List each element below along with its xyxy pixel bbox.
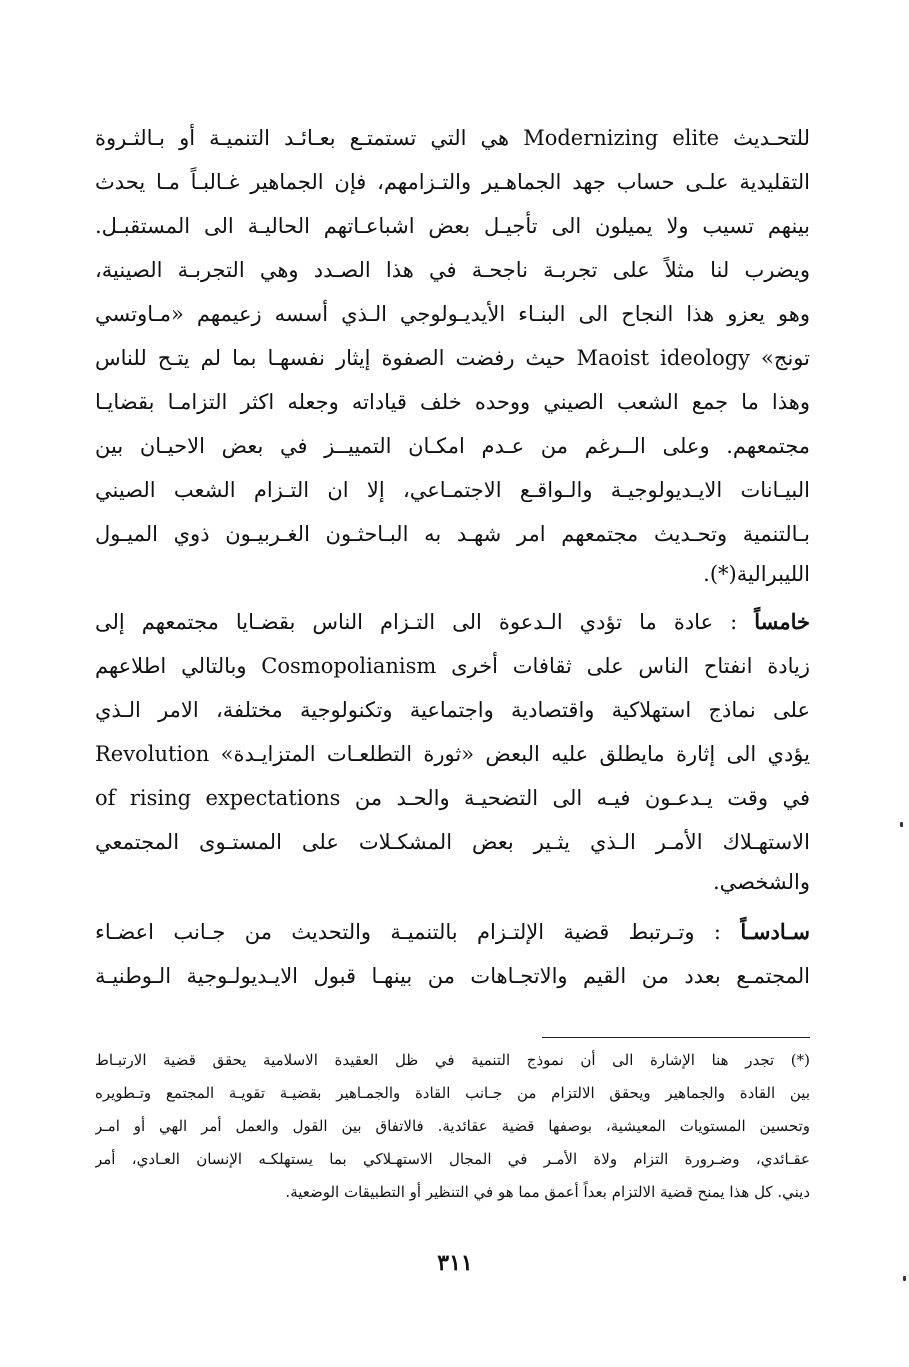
text-line: of rising expectations في وقت يـدعـون فيـه الى التضحيـة والحـد من [95, 786, 810, 810]
footnote-line: عقـائدي، وضـرورة التزام ولاة الأمـر في المجال الاستهـلاكي بما يستهلكـه الإنسان العـادي، أمر [95, 1150, 810, 1168]
text-line: الليبرالية(*). [703, 562, 810, 586]
text-span: : وتـرتبط قضية الإلتـزام بالتنميـة والتحديث من جـانب اعضـاء [95, 920, 721, 944]
footnote-separator [542, 1037, 810, 1038]
text-line: المجتمـع بعدد من القيم والاتجـاهات من بينهـا قبول الايـديولـوجية الـوطنيـة [95, 964, 810, 988]
paragraph-lead: خامساً [754, 609, 810, 634]
text-line: مجتمعهم. وعلى الــرغم من عـدم امكـان التمييــز في بعض الاحيـان بين [95, 434, 810, 458]
scan-speck [903, 1276, 906, 1281]
footnote-line: ديني. كل هذا يمنح قضية الالتزام بعداً أعمق مما هو في التنظير أو التطبيقات الوضعية. [285, 1183, 810, 1201]
text-line: بـالتنمية وتحـديث مجتمعهم امر شهـد به البـاحثـون الغـربيـون ذوي الميـول [95, 522, 810, 546]
footnote-line: وتحسين المستويات المعيشية، بوصفها قضية عقائدية. فالاتفاق بين القول والعمل أمر الهي أو امـر [95, 1117, 810, 1135]
text-line: زيادة انفتاح الناس على ثقافات أخرى Cosmopolianism وبالتالي اطلاعهم [95, 654, 810, 678]
footnote-line: (*) تجدر هنا الإشارة الى أن نموذج التنمية في ظل العقيدة الاسلامية يحقق قضية الارتبـاط [95, 1051, 810, 1069]
text-line [95, 912, 810, 952]
text-line: البيـانات الايـديولوجيـة والـواقـع الاجتمـاعي، إلا ان التـزام الشعب الصيني [95, 478, 810, 502]
text-line: التقليدية علـى حساب جهد الجماهـير والتـزامهم، فإن الجماهير غـالبـاً مـا يحدث [95, 170, 810, 194]
text-line: على نماذج استهلاكية واقتصادية واجتماعية وتكنولوجية مختلفة، الامر الـذي [95, 698, 810, 722]
text-line: بينهم تسيب ولا يميلون الى تأجيـل بعض اشباعـاتهم الحاليـة الى المستقبـل. [95, 214, 810, 238]
text-line: وهذا ما جمع الشعب الصيني ووحده خلف قياداته وجعله اكثر التزامـا بقضايـا [95, 390, 810, 414]
paragraph-lead: سـادسـاً [740, 919, 810, 944]
scan-speck [900, 822, 903, 827]
text-line: ويضرب لنا مثلاً على تجربـة ناجحـة في هذا الصـدد وهي التجربـة الصينية، [95, 258, 810, 282]
text-line: للتحـديث Modernizing elite هي التي تستمتـع بعـائـد التنميـة أو بـالثـروة [95, 126, 810, 150]
text-line: تونج» Maoist ideology حيث رفضت الصفوة إيثار نفسهـا بما لم يتـح للناس [95, 346, 810, 370]
page-number: ٣١١ [437, 1250, 473, 1276]
text-line: الاستهـلاك الأمـر الـذي يثـير بعض المشكـلات على المستـوى المجتمعي [95, 830, 810, 854]
footnote-line: بين القادة والجماهير ويحقق الالتزام من جـانب القادة والجمـاهير بقضيـة تقويـة المجتمع وتـطويره [95, 1084, 810, 1102]
text-line [95, 602, 810, 642]
text-line: والشخصي. [712, 870, 810, 894]
text-line: وهو يعزو هذا النجاح الى البنـاء الأيديـولوجي الـذي أسسه زعيمهم «مـاوتسي [95, 302, 810, 326]
text-span: : عادة ما تؤدي الـدعوة الى التـزام الناس بقضـايا مجتمعهم إلى [95, 610, 738, 634]
text-line: يؤدي الى إثارة مايطلق عليه البعض «ثورة التطلعـات المتزايـدة» Revolution [95, 742, 810, 766]
